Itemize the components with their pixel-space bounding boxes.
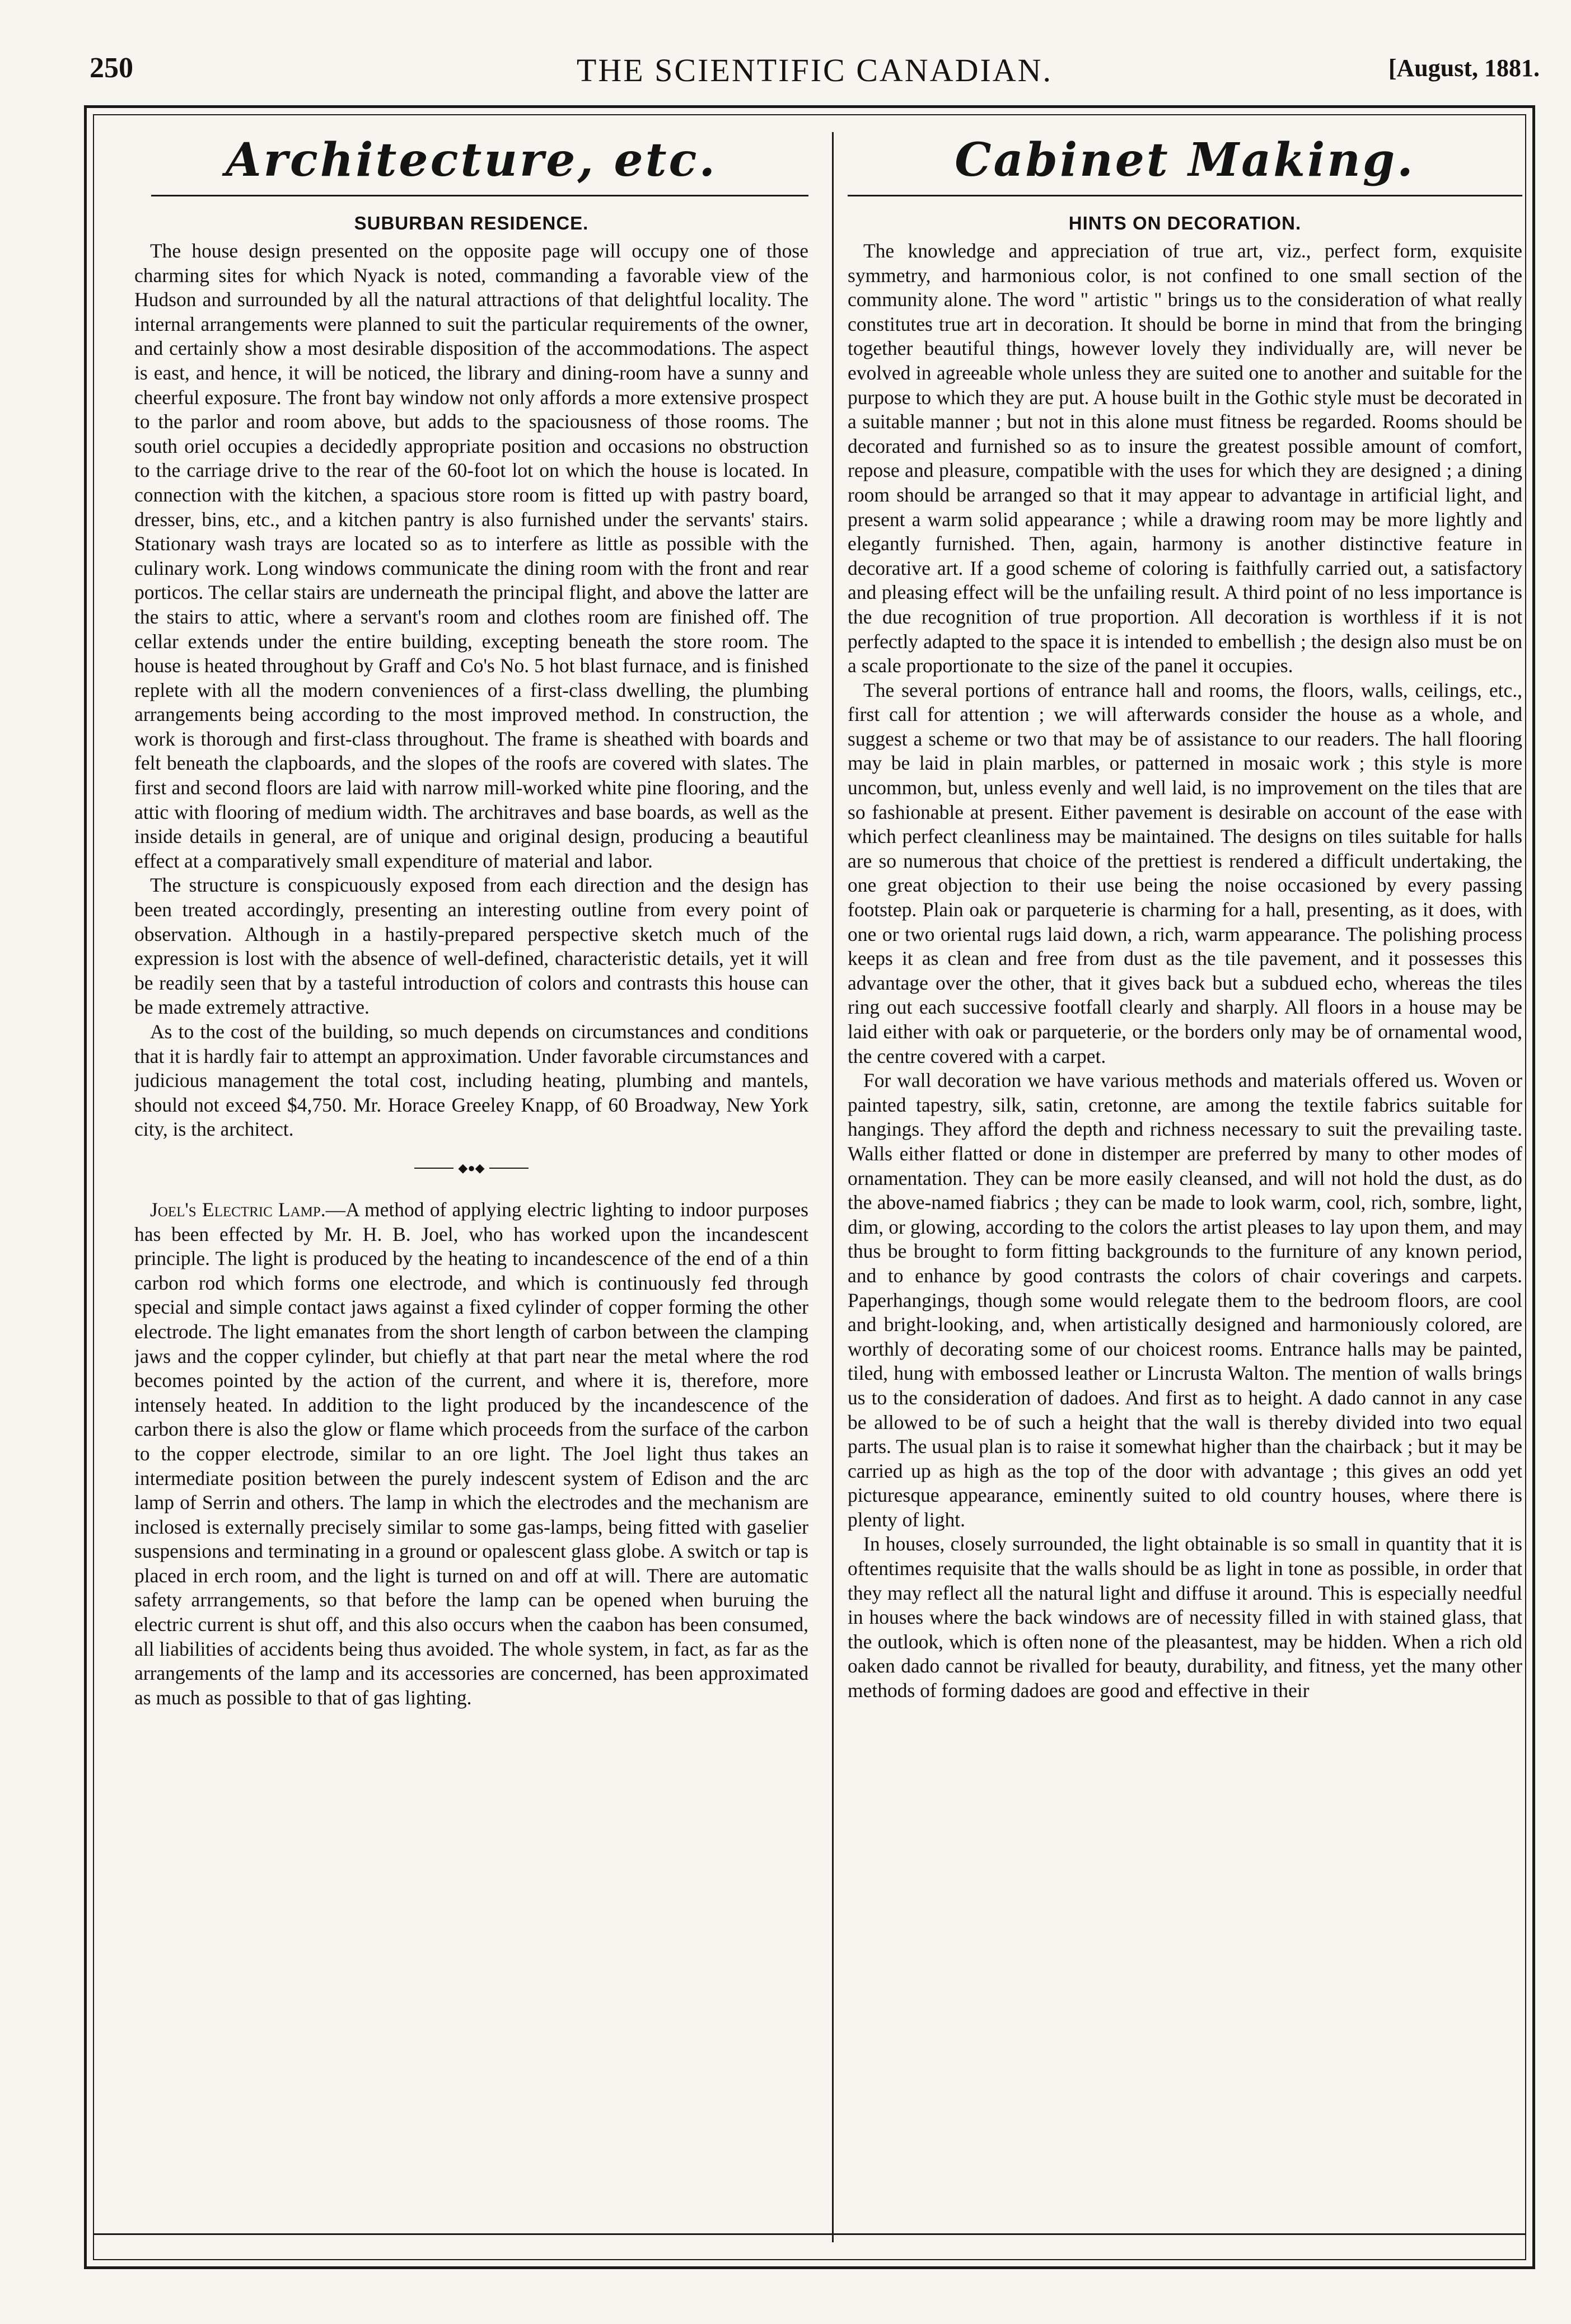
paragraph: The knowledge and appreciation of true art, viz., perfect form, exquisite symmetry, and harmonious color, is not confined to one small section of the community alone. The word " artistic " brings us to the consideration of what really constitutes true art in decoration. It should be borne in mind that from the bringing together beautiful things, however lovely they individually are, will never be evolved in agreeable whole unless they are suited one to another and suitable for the purpose to which they are put. A house built in the Gothic style must be decorated in a suitable manner ; but not in this alone must fitness be regarded. Rooms should be decorated and furnished so as to insure the greatest possible amount of comfort, repose and pleasure, compatible with the uses for which they are designed ; a dining room should be arranged so that it may appear to advantage in artificial light, and present a warm solid appearance ; while a drawing room may be more lightly and elegantly furnished. Then, again, harmony is another distinctive feature in decorative art. If a good scheme of coloring is faithfully carried out, a satisfactory and pleasing effect will be the unfailing result. A third point of no less importance is the due recognition of true proportion. All decoration is worthless if it is not perfectly adapted to the space it is intended to embellish ; the design also must be on a scale proportionate to the size of the panel it occupies. bbox=[848, 240, 1522, 677]
section-heading-architecture: Architecture, etc. bbox=[226, 133, 717, 187]
article-title-hints-on-decoration: HINTS ON DECORATION. bbox=[1068, 213, 1302, 233]
section-rule bbox=[848, 195, 1522, 196]
left-column bbox=[134, 132, 808, 2237]
running-head bbox=[90, 51, 1540, 96]
bottom-rule bbox=[93, 2233, 1526, 2235]
ornamental-separator: ◆●◆ bbox=[134, 1150, 808, 1187]
paragraph: For wall decoration we have various methods and materials offered us. Woven or painted tapestry, silk, satin, cretonne, are among the textile fabrics suitable for hangings. They afford the depth and richness necessary to suit the prevailing taste. Walls either flatted or done in distemper are preferred by many to other modes of ornamentation. They can be more easily cleansed, and will not hold the dust, as do the above-named fiabrics ; they can be made to look warm, cool, rich, sombre, light, dim, or glowing, according to the colors the artist pleases to lay upon them, and may thus be brought to form fitting backgrounds to the furniture of any known period, and to enhance by good contrasts the colors of chair coverings and carpets. Paperhangings, though some would relegate them to the bedroom floors, are cool and bright-looking, and, when artistically designed and harmoniously colored, are worthly of decorating some of our choicest rooms. Entrance halls may be painted, tiled, hung with embossed leather or Lincrusta Walton. The mention of walls brings us to the consideration of dadoes. And first as to height. A dado cannot in any case be allowed to be of such a height that the wall is thereby divided into two equal parts. The usual plan is to raise it somewhat higher than the chairback ; but it may be carried up as high as the top of the door with advantage ; this gives an odd yet picturesque appearance, eminently suited to old country houses, where there is plenty of light. bbox=[848, 1069, 1522, 1531]
section-rule bbox=[151, 195, 808, 196]
paragraph: The house design presented on the opposite page will occupy one of those charming sites for which Nyack is noted, commanding a favorable view of the Hudson and surrounded by all the natural attractions of that delightful locality. The internal arrangements were planned to suit the particular requirements of the owner, and certainly show a most desirable disposition of the accommodations. The aspect is east, and hence, it will be noticed, the library and dining-room have a sunny and cheerful exposure. The front bay window not only affords a more extensive prospect to the parlor and room above, but adds to the spaciousness of those rooms. The south oriel occupies a decidedly appropriate position and occasions no obstruction to the carriage drive to the rear of the 60-foot lot on which the house is located. In connection with the kitchen, a spacious store room is fitted up with pastry board, dresser, bins, etc., and a kitchen pantry is also furnished under the servants' stairs. Stationary wash trays are located so as to interfere as little as possible with the culinary work. Long windows communicate the dining room with the front and rear porticos. The cellar stairs are underneath the principal flight, and above the latter are the stairs to attic, where a servant's room and clothes room are finished off. The cellar extends under the entire building, excepting beneath the store room. The house is heated throughout by Graff and Co's No. 5 hot blast furnace, and is finished replete with all the modern conveniences of a first-class dwelling, the plumbing arrangements being according to the most improved method. In construction, the work is thorough and first-class throughout. The frame is sheathed with boards and felt beneath the clapboards, and the slopes of the roofs are covered with slates. The first and second floors are laid with narrow mill-worked white pine flooring, and the attic with flooring of medium width. The architraves and base boards, as well as the inside details in general, are of unique and original design, producing a beautiful effect at a comparatively small expenditure of material and labor. bbox=[134, 240, 808, 872]
page-number: 250 bbox=[90, 52, 133, 84]
article-title-suburban-residence: SUBURBAN RESIDENCE. bbox=[354, 213, 589, 233]
paragraph: —A method of applying electric lighting to indoor purposes has been effected by Mr. H. B. Joel, who has worked upon the incandescent principle. The light is produced by the heating to incandescence of the end of a thin carbon rod which forms one electrode, and which is continuously fed through special and simple contact jaws against a fixed cylinder of copper forming the other electrode. The light emanates from the short length of carbon between the clamping jaws and the copper cylinder, but chiefly at that part near the metal where the rod becomes pointed by the action of the current, and where it is, therefore, more intensely heated. In addition to the light produced by the incandescence of the carbon there is also the glow or flame which proceeds from the surface of the carbon to the copper electrode, similar to an ore light. The Joel light thus takes an intermediate position between the purely indescent system of Edison and the arc lamp of Serrin and others. The lamp in which the electrodes and the mechanism are inclosed is externally precisely similar to some gas-lamps, being fitted with gaselier suspensions and terminating in a ground or opalescent glass globe. A switch or tap is placed in erch room, and the light is turned on and off at will. There are automatic safety arrrangements, so that before the lamp can be opened when buruing the electric current is shut off, and this also occurs when the caabon has been consumed, all liabilities of accidents being thus avoided. The whole system, in fact, as far as the arrangements of the lamp and its accessories are concerned, has been approximated as much as possible to that of gas lighting. bbox=[134, 1198, 808, 1709]
article-joels-electric-lamp bbox=[134, 1198, 808, 1710]
paragraph: The structure is conspicuously exposed from each direction and the design has been treated accordingly, presenting an interesting outline from every point of observation. Although in a hastily-prepared perspective sketch much of the expression is lost with the absence of well-defined, characteristic details, yet it will be readily seen that by a tasteful introduction of colors and contrasts this house can be made extremely attractive. bbox=[134, 874, 808, 1019]
column-divider bbox=[832, 132, 834, 2242]
paragraph: The several portions of entrance hall and rooms, the floors, walls, ceilings, etc., first call for attention ; we will afterwards consider the house as a whole, and suggest a scheme or two that may be of assistance to our readers. The hall flooring may be laid in plain marbles, or patterned in mosaic work ; this style is more uncommon, but, unless evenly and well laid, is no improvement on the tiles that are so fashionable at present. Either pavement is desirable on account of the ease with which perfect cleanliness may be maintained. The designs on tiles suitable for halls are so numerous that choice of the prettiest is rendered a difficult undertaking, the one great objection to their use being the noise occasioned by every passing footstep. Plain oak or parqueterie is charming for a hall, presenting, as it does, with one or two oriental rugs laid down, a rich, warm appearance. The polishing process keeps it as clean and free from dust as the tile pavement, and it possesses this advantage over the other, that it gives back but a subdued echo, whereas the tiles ring out each successive footfall clearly and sharply. All floors in a house may be laid either with oak or parqueterie, or the borders only may be of ornamental wood, the centre covered with a carpet. bbox=[848, 678, 1522, 1067]
article-title-joels-electric-lamp: Joel's Electric Lamp. bbox=[150, 1198, 326, 1221]
issue-date: [August, 1881. bbox=[1388, 54, 1540, 82]
journal-title: THE SCIENTIFIC CANADIAN. bbox=[576, 52, 1053, 88]
paragraph: In houses, closely surrounded, the light obtainable is so small in quantity that it is oftentimes requisite that the walls should be as light in tone as possible, in order that they may reflect all the natural light and diffuse it around. This is especially needful in houses where the back windows are of necessity filled in with stained glass, that the outlook, which is often none of the pleasantest, may be hidden. When a rich old oaken dado cannot be rivalled for beauty, durability, and fitness, yet the many other methods of forming dadoes are good and effective in their bbox=[848, 1533, 1522, 1702]
paragraph: As to the cost of the building, so much depends on circumstances and conditions that it is hardly fair to attempt an approximation. Under favorable circumstances and judicious management the total cost, including heating, plumbing and mantels, should not exceed $4,750. Mr. Horace Greeley Knapp, of 60 Broadway, New York city, is the architect. bbox=[134, 1020, 808, 1141]
right-column bbox=[848, 132, 1522, 2237]
section-heading-cabinet-making: Cabinet Making. bbox=[955, 133, 1415, 187]
